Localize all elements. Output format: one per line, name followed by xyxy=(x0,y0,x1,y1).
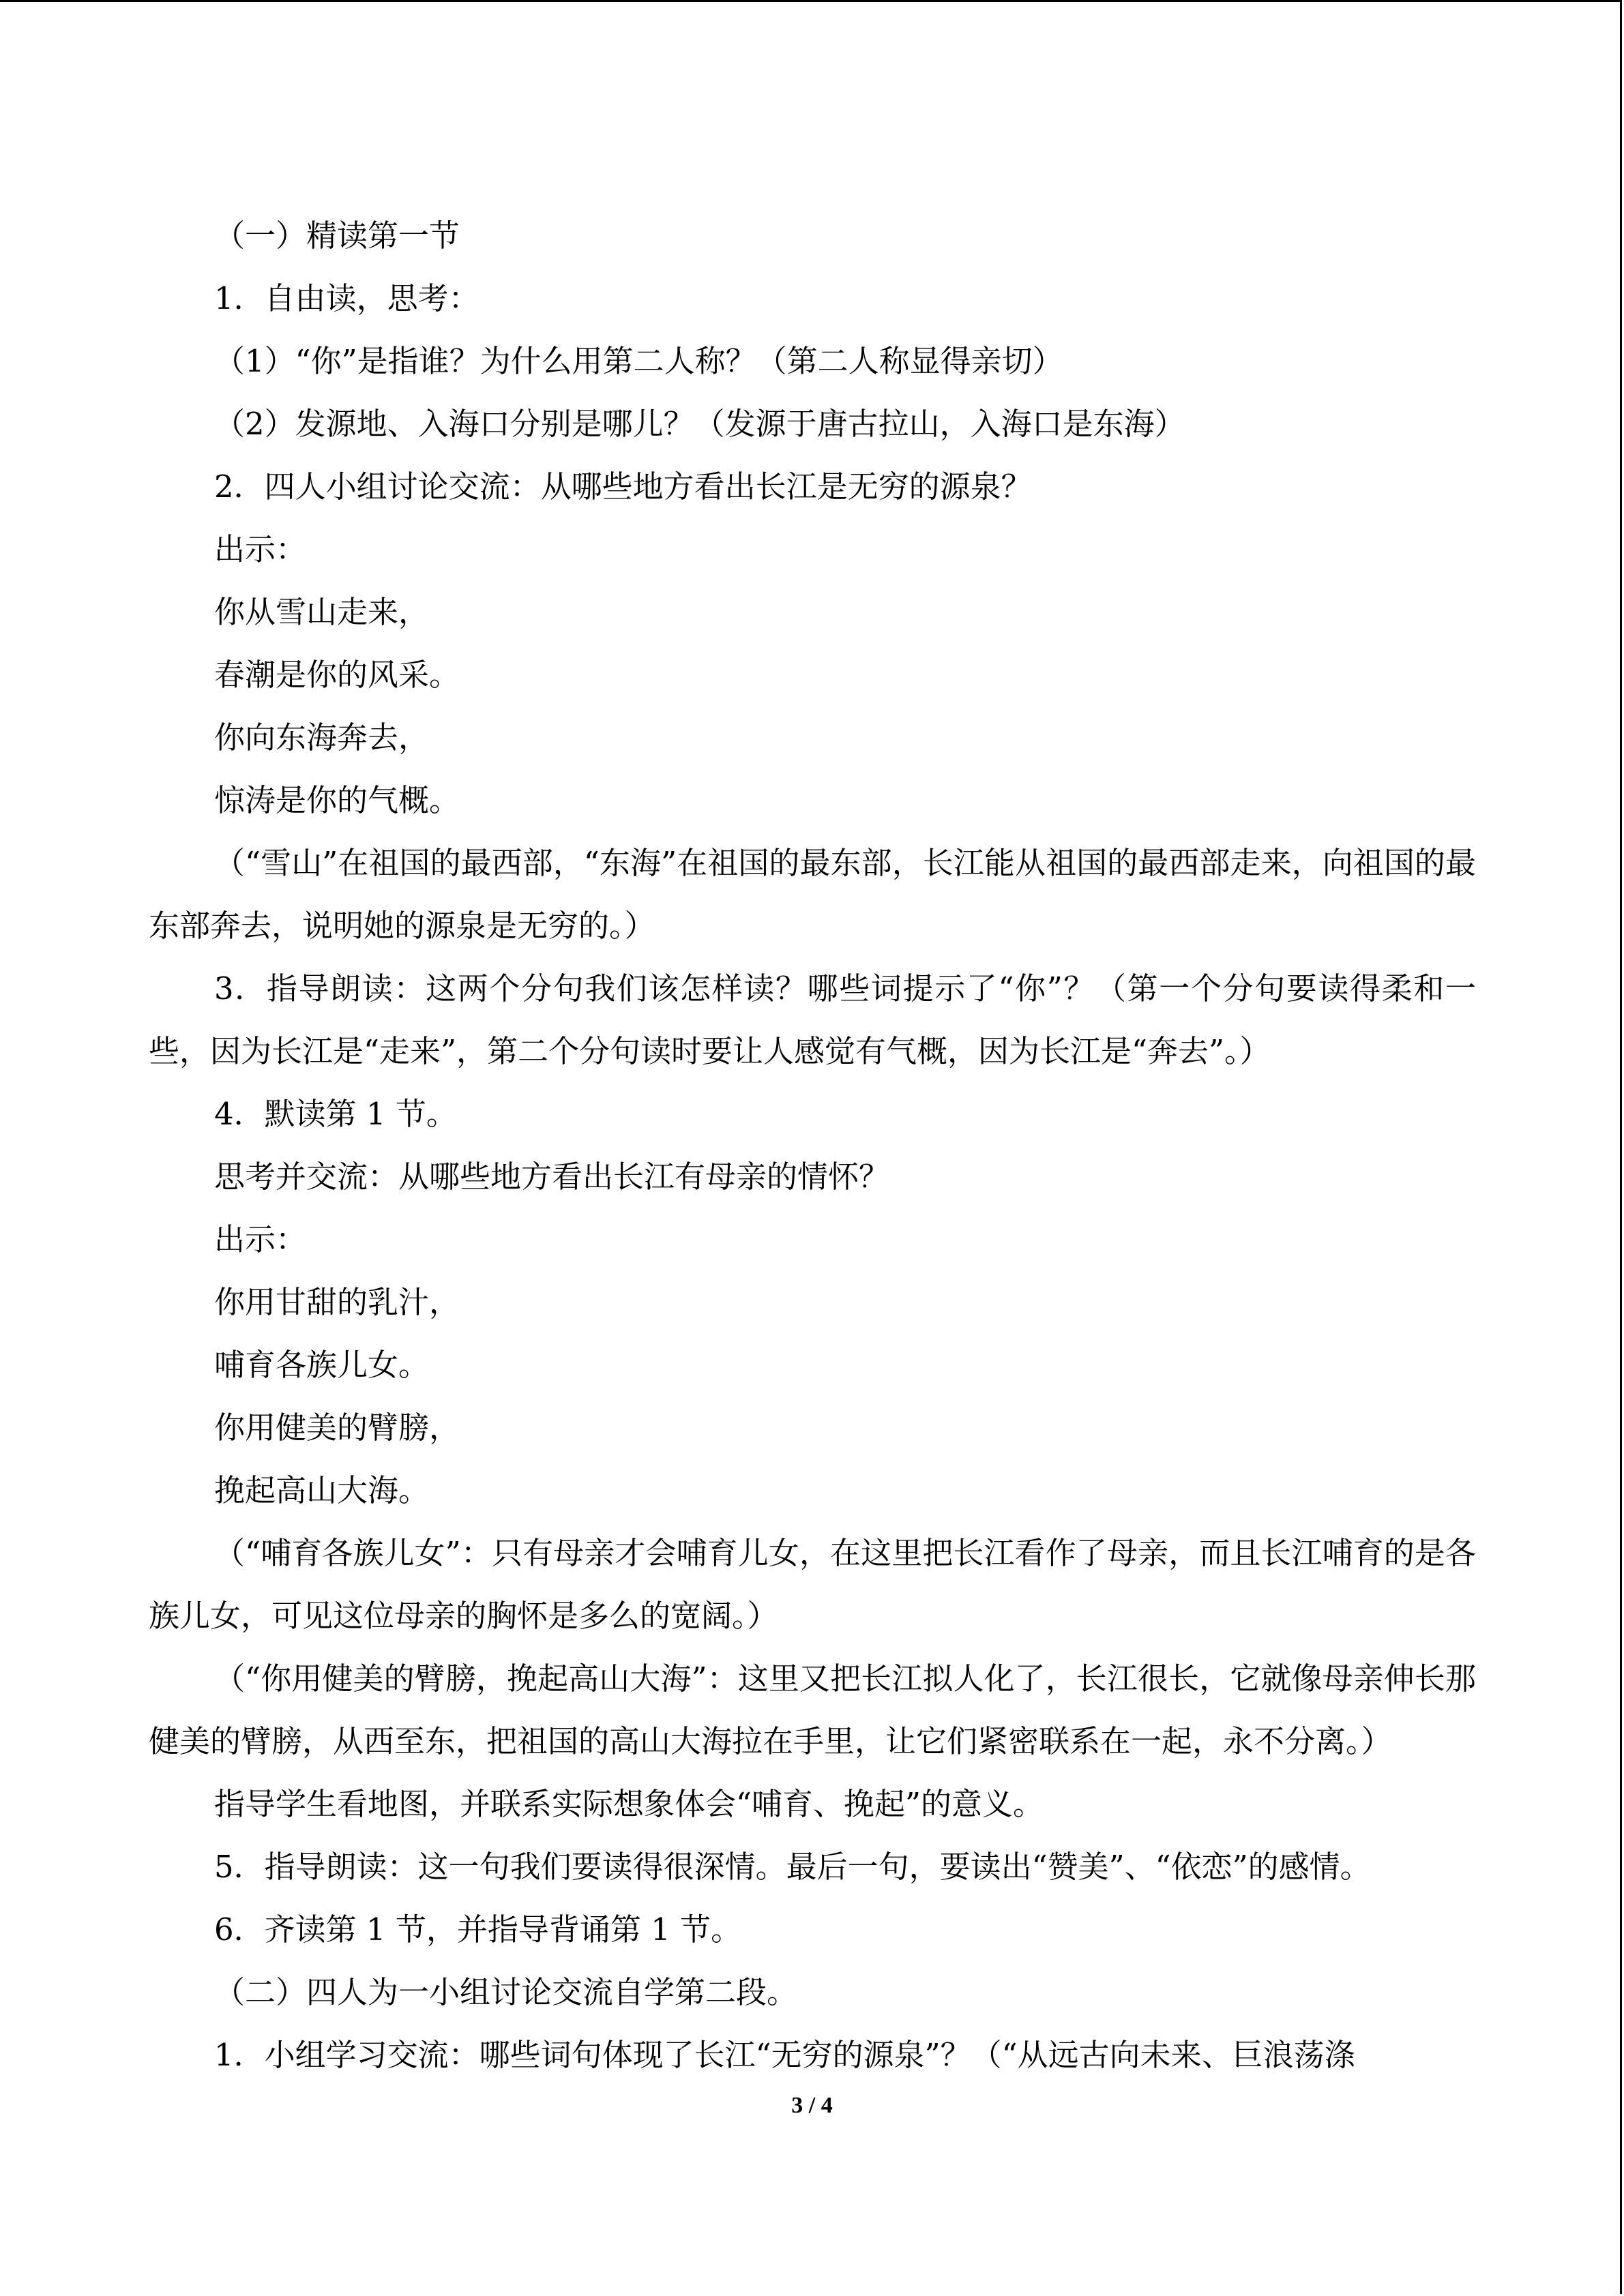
page-number: 3 / 4 xyxy=(791,2093,833,2118)
section-heading-1: （一）精读第一节 xyxy=(214,218,460,254)
section-heading-2: （二）四人为一小组讨论交流自学第二段。 xyxy=(214,1974,798,2010)
paragraph: （2）发源地、入海口分别是哪儿？（发源于唐古拉山，入海口是东海） xyxy=(214,406,1185,442)
paragraph: （“雪山”在祖国的最西部，“东海”在祖国的最东部，长江能从祖国的最西部走来，向祖国的最东部奔去，说明她的源泉是无穷的。） xyxy=(149,845,1476,944)
poem-line: 你用甘甜的乳汁， xyxy=(214,1284,460,1320)
paragraph: 2．四人小组讨论交流：从哪些地方看出长江是无穷的源泉？ xyxy=(214,468,1032,505)
poem-line: 你从雪山走来， xyxy=(214,594,430,630)
paragraph: （1）“你”是指谁？为什么用第二人称？（第二人称显得亲切） xyxy=(214,343,1063,379)
paragraph: 3．指导朗读：这两个分句我们该怎样读？哪些词提示了“你”？（第一个分句要读得柔和一些，因为长江是“走来”，第二个分句读时要让人感觉有气概，因为长江是“奔去”。） xyxy=(149,970,1476,1069)
paragraph: 1．自由读，思考： xyxy=(214,280,479,316)
paragraph: 5．指导朗读：这一句我们要读得很深情。最后一句，要读出“赞美”、“依恋”的感情。 xyxy=(214,1849,1371,1885)
paragraph: 出示： xyxy=(214,1221,307,1257)
document-body xyxy=(149,205,1476,2087)
paragraph: 6．齐读第 1 节，并指导背诵第 1 节。 xyxy=(214,1911,742,1948)
paragraph: 指导学生看地图，并联系实际想象体会“哺育、挽起”的意义。 xyxy=(214,1786,1044,1822)
poem-line: 春潮是你的风采。 xyxy=(214,657,460,693)
paragraph: 出示： xyxy=(214,531,307,567)
paragraph: （“哺育各族儿女”：只有母亲才会哺育儿女，在这里把长江看作了母亲，而且长江哺育的是各族儿女，可见这位母亲的胸怀是多么的宽阔。） xyxy=(149,1535,1476,1634)
poem-line: 哺育各族儿女。 xyxy=(214,1347,430,1383)
paragraph: （“你用健美的臂膀，挽起高山大海”：这里又把长江拟人化了，长江很长，它就像母亲伸长那健美的臂膀，从西至东，把祖国的高山大海拉在手里，让它们紧密联系在一起，永不分离。） xyxy=(149,1660,1476,1759)
paragraph: 4．默读第 1 节。 xyxy=(214,1096,457,1132)
poem-line: 你向东海奔去， xyxy=(214,719,430,756)
paragraph: 1．小组学习交流：哪些词句体现了长江“无穷的源泉”？（“从远古向未来、巨浪荡涤 xyxy=(214,2037,1355,2073)
poem-line: 惊涛是你的气概。 xyxy=(214,782,460,818)
paragraph: 思考并交流：从哪些地方看出长江有母亲的情怀？ xyxy=(214,1159,890,1195)
poem-line: 你用健美的臂膀， xyxy=(214,1410,460,1446)
poem-line: 挽起高山大海。 xyxy=(214,1472,430,1508)
